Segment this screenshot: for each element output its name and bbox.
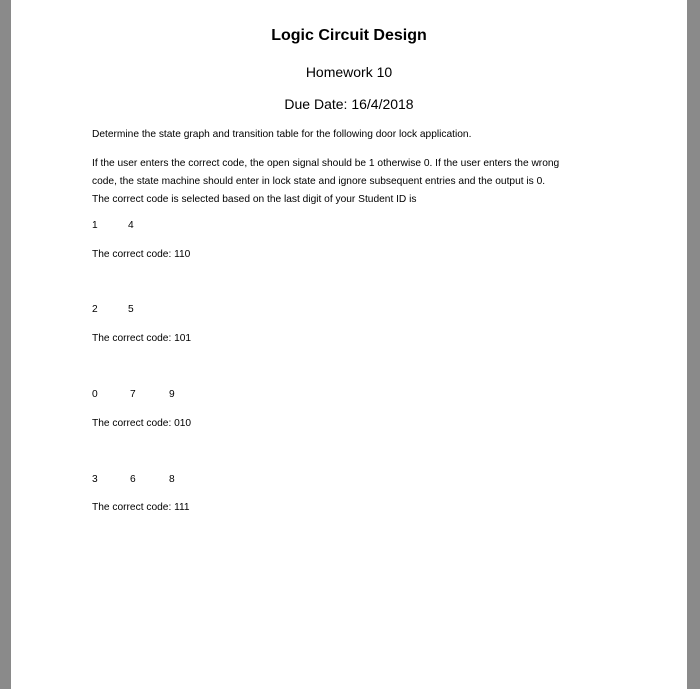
instruction-text: Determine the state graph and transition table for the following door lock application. — [92, 129, 472, 140]
id-digit: 1 — [92, 220, 98, 231]
correct-code-4: The correct code: 111 — [92, 502, 190, 513]
id-digit: 6 — [130, 474, 136, 485]
id-digit: 3 — [92, 474, 98, 485]
id-digit-group-4 — [92, 474, 175, 485]
id-digit: 5 — [128, 304, 134, 315]
id-digit-group-3 — [92, 389, 175, 400]
id-digit: 4 — [128, 220, 134, 231]
description-line: code, the state machine should enter in lock state and ignore subsequent entries and the output is 0. — [92, 176, 546, 187]
id-digit: 7 — [130, 389, 136, 400]
document-title: Logic Circuit Design — [271, 27, 427, 44]
document-page — [11, 0, 687, 689]
due-date: Due Date: 16/4/2018 — [284, 96, 414, 112]
id-digit-group-2 — [92, 304, 134, 315]
id-digit: 8 — [169, 474, 175, 485]
id-digit: 0 — [92, 389, 98, 400]
id-digit-group-1 — [92, 220, 134, 231]
correct-code-1: The correct code: 110 — [92, 249, 191, 260]
correct-code-3: The correct code: 010 — [92, 418, 192, 429]
correct-code-2: The correct code: 101 — [92, 333, 192, 344]
id-digit: 9 — [169, 389, 175, 400]
description-paragraph — [92, 155, 632, 209]
description-line: The correct code is selected based on the last digit of your Student ID is — [92, 194, 417, 205]
description-line: If the user enters the correct code, the open signal should be 1 otherwise 0. If the user enters the wrong — [92, 158, 560, 169]
homework-number: Homework 10 — [305, 64, 393, 80]
id-digit: 2 — [92, 304, 98, 315]
